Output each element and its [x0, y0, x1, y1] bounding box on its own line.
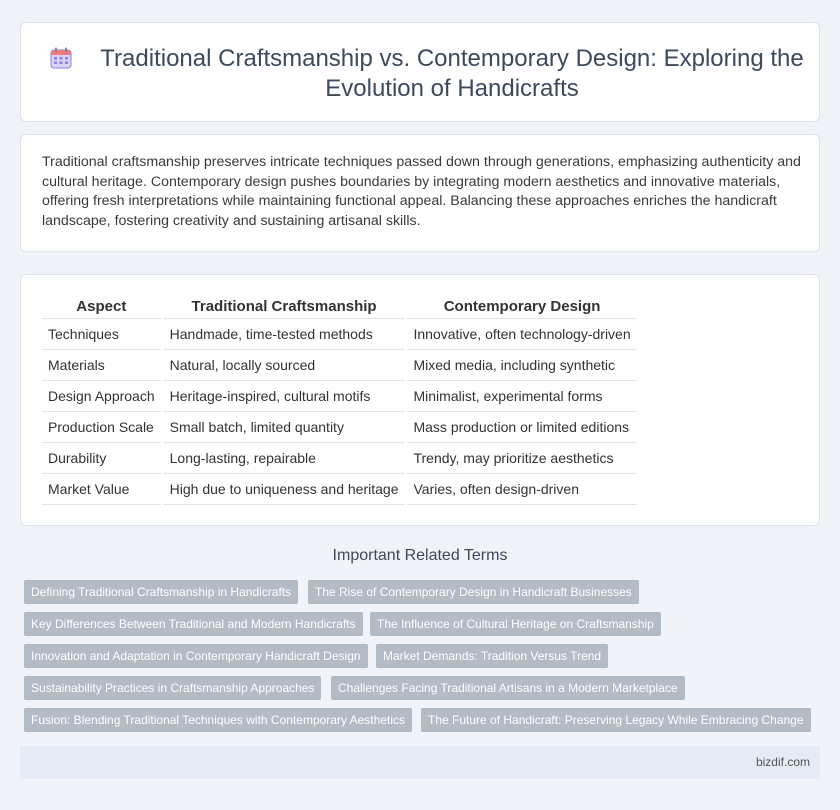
related-term-tag[interactable]: Fusion: Blending Traditional Techniques with Contemporary Aesthetics	[24, 708, 412, 732]
related-term-tag[interactable]: Sustainability Practices in Craftsmanship Approaches	[24, 676, 321, 700]
table-cell: Small batch, limited quantity	[162, 411, 406, 442]
table-cell: Minimalist, experimental forms	[406, 380, 637, 411]
table-cell: Durability	[42, 442, 162, 473]
comparison-table	[42, 294, 637, 505]
footer-site-link[interactable]: bizdif.com	[755, 755, 810, 769]
intro-paragraph: Traditional craftsmanship preserves intricate techniques passed down through generations, emphasizing authenticity and cultural heritage. Contemporary design pushes boundaries by integrating modern aesthetics and innovative materials, offering fresh interpretations while maintaining functional appeal. Balancing these approaches enriches the handicraft landscape, fostering creativity and sustaining artisanal skills.	[42, 154, 801, 229]
table-cell: High due to uniqueness and heritage	[162, 473, 406, 504]
table-row	[42, 411, 637, 442]
related-term-tag[interactable]: The Rise of Contemporary Design in Handicraft Businesses	[308, 580, 639, 604]
calendar-icon	[49, 46, 73, 70]
column-header-contemporary: Contemporary Design	[406, 294, 637, 318]
related-term-tag[interactable]: The Influence of Cultural Heritage on Craftsmanship	[370, 612, 661, 636]
table-cell: Varies, often design-driven	[406, 473, 637, 504]
page-title: Traditional Craftsmanship vs. Contemporary Design: Exploring the Evolution of Handicrafts	[100, 45, 804, 102]
column-header-aspect: Aspect	[42, 294, 162, 318]
table-cell: Handmade, time-tested methods	[162, 318, 406, 349]
table-row	[42, 473, 637, 504]
table-cell: Innovative, often technology-driven	[406, 318, 637, 349]
table-cell: Long-lasting, repairable	[162, 442, 406, 473]
related-term-tag[interactable]: Market Demands: Tradition Versus Trend	[376, 644, 608, 668]
related-term-tag[interactable]: Challenges Facing Traditional Artisans in a Modern Marketplace	[331, 676, 685, 700]
table-cell: Heritage-inspired, cultural motifs	[162, 380, 406, 411]
table-cell: Design Approach	[42, 380, 162, 411]
related-terms-heading: Important Related Terms	[332, 547, 508, 564]
table-cell: Materials	[42, 349, 162, 380]
related-term-tag[interactable]: The Future of Handicraft: Preserving Legacy While Embracing Change	[421, 708, 811, 732]
table-cell: Production Scale	[42, 411, 162, 442]
table-cell: Trendy, may prioritize aesthetics	[406, 442, 637, 473]
table-cell: Mass production or limited editions	[406, 411, 637, 442]
table-row	[42, 349, 637, 380]
table-header-row	[42, 294, 637, 318]
table-cell: Techniques	[42, 318, 162, 349]
table-cell: Market Value	[42, 473, 162, 504]
table-row	[42, 380, 637, 411]
related-term-tag[interactable]: Key Differences Between Traditional and Modern Handicrafts	[24, 612, 363, 636]
footer-bar	[20, 746, 820, 779]
related-term-tag[interactable]: Defining Traditional Craftsmanship in Handicrafts	[24, 580, 298, 604]
table-cell: Mixed media, including synthetic	[406, 349, 637, 380]
table-cell: Natural, locally sourced	[162, 349, 406, 380]
related-term-tag[interactable]: Innovation and Adaptation in Contemporary Handicraft Design	[24, 644, 368, 668]
table-row	[42, 442, 637, 473]
column-header-traditional: Traditional Craftsmanship	[162, 294, 406, 318]
table-row	[42, 318, 637, 349]
